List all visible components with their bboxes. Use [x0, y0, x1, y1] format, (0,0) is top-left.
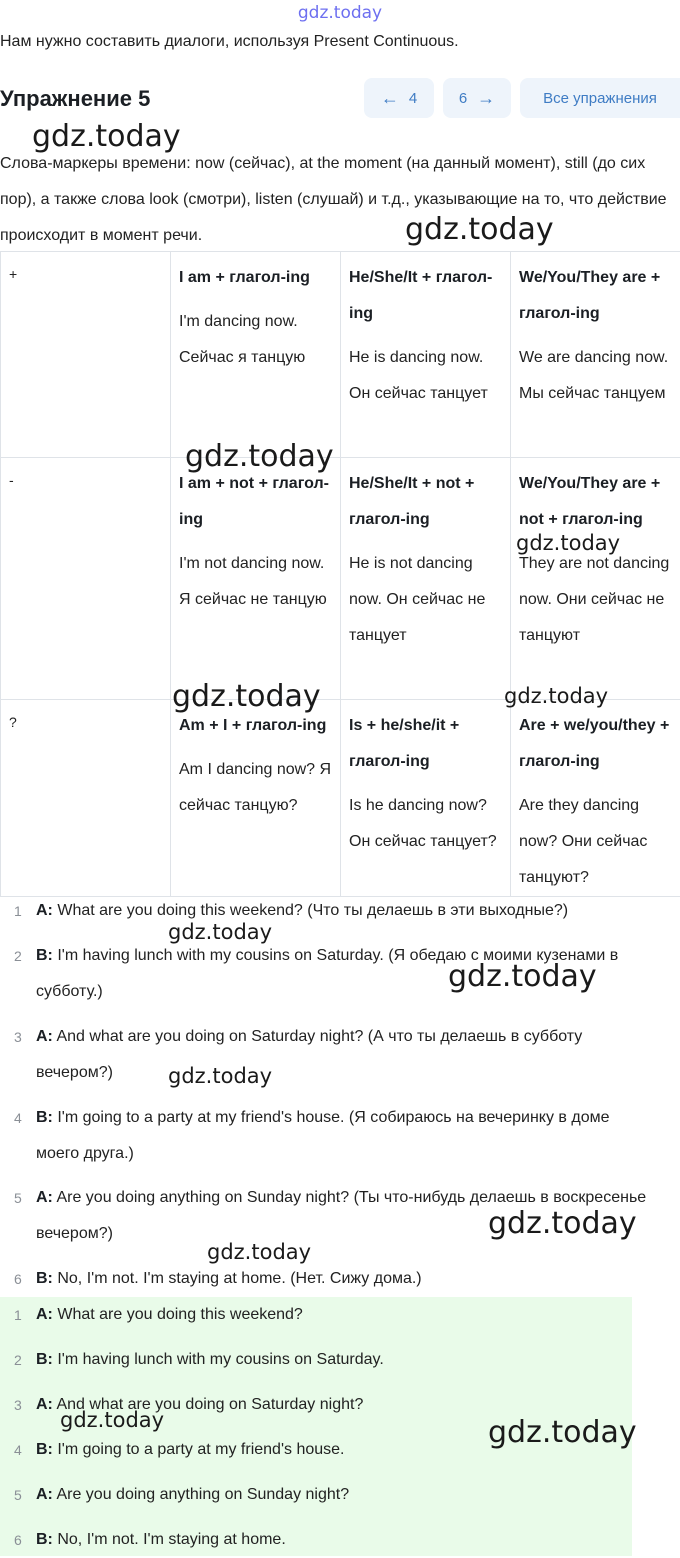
table-cell: [511, 252, 680, 458]
cell-body: We are dancing now. Мы сейчас танцуем: [519, 349, 668, 402]
table-cell: [511, 700, 680, 897]
intro-text: Нам нужно составить диалоги, используя Present Continuous.: [0, 33, 459, 51]
line-number: 5: [14, 1190, 28, 1206]
line-number: 2: [14, 1352, 28, 1368]
dialogue-text: I'm going to a party at my friend's house.: [57, 1441, 344, 1458]
cell-body: Are they dancing now? Они сейчас танцуют?: [519, 797, 647, 886]
next-exercise-label: 6: [459, 90, 467, 107]
answer-block: [0, 1297, 632, 1556]
watermark: gdz.today: [516, 533, 620, 554]
line-number: 6: [14, 1532, 28, 1548]
cell-head: I am + not + глагол-ing: [179, 466, 332, 538]
speaker-label: B:: [36, 1270, 53, 1287]
grammar-table: [0, 251, 680, 897]
dialogue-text: And what are you doing on Saturday night?: [56, 1396, 363, 1413]
table-row: [1, 700, 680, 897]
cell-head: Are + we/you/they + глагол-ing: [519, 708, 672, 780]
cell-body: He is not dancing now. Он сейчас не танцует: [349, 555, 485, 644]
line-number: 1: [14, 1307, 28, 1323]
table-cell: [341, 458, 511, 700]
cell-head: We/You/They are + not + глагол-ing: [519, 466, 672, 538]
cell-head: Is + he/she/it + глагол-ing: [349, 708, 502, 780]
prev-exercise-button[interactable]: [364, 78, 434, 118]
speaker-label: B:: [36, 1531, 53, 1548]
line-number: 2: [14, 948, 28, 964]
speaker-label: B:: [36, 1109, 53, 1126]
all-exercises-label: Все упражнения: [543, 90, 657, 107]
line-number: 4: [14, 1110, 28, 1126]
table-cell: [341, 252, 511, 458]
dialogue-text: What are you doing this weekend? (Что ты делаешь в эти выходные?): [57, 902, 568, 919]
table-cell: [171, 700, 341, 897]
cell-body: They are not dancing now. Они сейчас не танцуют: [519, 555, 669, 644]
dialogue-text: I'm having lunch with my cousins on Saturday.: [57, 1351, 383, 1368]
table-cell: [171, 252, 341, 458]
arrow-left-icon: ←: [381, 88, 399, 109]
line-number: 3: [14, 1029, 28, 1045]
watermark: gdz.today: [172, 682, 321, 712]
dialogue-text: Are you doing anything on Sunday night?: [56, 1486, 349, 1503]
prev-exercise-label: 4: [409, 90, 417, 107]
speaker-label: B:: [36, 1441, 53, 1458]
watermark: gdz.today: [488, 1209, 637, 1239]
line-number: 6: [14, 1271, 28, 1287]
watermark: gdz.today: [168, 922, 272, 943]
dialogue-text: Are you doing anything on Sunday night? (Ты что-нибудь делаешь в воскресенье вечером?): [36, 1189, 646, 1242]
table-cell: [341, 700, 511, 897]
cell-body: I'm dancing now. Сейчас я танцую: [179, 313, 305, 366]
watermark: gdz.today: [405, 215, 554, 245]
speaker-label: B:: [36, 947, 53, 964]
description-text: Слова-маркеры времени: now (сейчас), at the moment (на данный момент), still (до сих пор), а также слова look (смотри), listen (слушай) и т.д., указывающие на то, что действие происходит в момент речи.: [0, 146, 680, 254]
line-number: 3: [14, 1397, 28, 1413]
cell-body: Is he dancing now? Он сейчас танцует?: [349, 797, 497, 850]
cell-head: He/She/It + not + глагол-ing: [349, 466, 502, 538]
dialogue-text: What are you doing this weekend?: [57, 1306, 302, 1323]
speaker-label: A:: [36, 1306, 53, 1323]
dialogue-text: I'm having lunch with my cousins on Saturday. (Я обедаю с моими кузенами в субботу.): [36, 947, 618, 1000]
sign-cell: +: [1, 252, 171, 458]
dialogue-text: I'm going to a party at my friend's house. (Я собираюсь на вечеринку в доме моего друга.): [36, 1109, 610, 1162]
exercise-title: Упражнение 5: [0, 86, 150, 112]
cell-body: Am I dancing now? Я сейчас танцую?: [179, 761, 331, 814]
watermark: gdz.today: [60, 1410, 164, 1431]
watermark: gdz.today: [207, 1242, 311, 1263]
table-cell: [171, 458, 341, 700]
watermark: gdz.today: [488, 1418, 637, 1448]
line-number: 4: [14, 1442, 28, 1458]
watermark: gdz.today: [448, 962, 597, 992]
speaker-label: A:: [36, 1396, 53, 1413]
speaker-label: A:: [36, 1028, 53, 1045]
speaker-label: A:: [36, 1486, 53, 1503]
dialogue-text: No, I'm not. I'm staying at home. (Нет. Сижу дома.): [57, 1270, 421, 1287]
top-watermark-link[interactable]: gdz.today: [0, 3, 680, 23]
cell-body: He is dancing now. Он сейчас танцует: [349, 349, 488, 402]
watermark: gdz.today: [504, 686, 608, 707]
watermark: gdz.today: [168, 1066, 272, 1087]
arrow-right-icon: →: [477, 88, 495, 109]
watermark: gdz.today: [32, 122, 181, 152]
table-cell: [511, 458, 680, 700]
line-number: 5: [14, 1487, 28, 1503]
watermark: gdz.today: [185, 442, 334, 472]
all-exercises-button[interactable]: [520, 78, 680, 118]
table-row: [1, 458, 680, 700]
cell-head: Am + I + глагол-ing: [179, 708, 332, 744]
dialogue-text: No, I'm not. I'm staying at home.: [57, 1531, 285, 1548]
speaker-label: A:: [36, 1189, 53, 1206]
next-exercise-button[interactable]: [443, 78, 511, 118]
table-row: [1, 252, 680, 458]
cell-head: He/She/It + глагол-ing: [349, 260, 502, 332]
speaker-label: B:: [36, 1351, 53, 1368]
sign-cell: -: [1, 458, 171, 700]
cell-head: I am + глагол-ing: [179, 260, 332, 296]
sign-cell: ?: [1, 700, 171, 897]
line-number: 1: [14, 903, 28, 919]
cell-head: We/You/They are + глагол-ing: [519, 260, 672, 332]
speaker-label: A:: [36, 902, 53, 919]
cell-body: I'm not dancing now. Я сейчас не танцую: [179, 555, 327, 608]
dialogue-text: And what are you doing on Saturday night? (А что ты делаешь в субботу вечером?): [36, 1028, 582, 1081]
